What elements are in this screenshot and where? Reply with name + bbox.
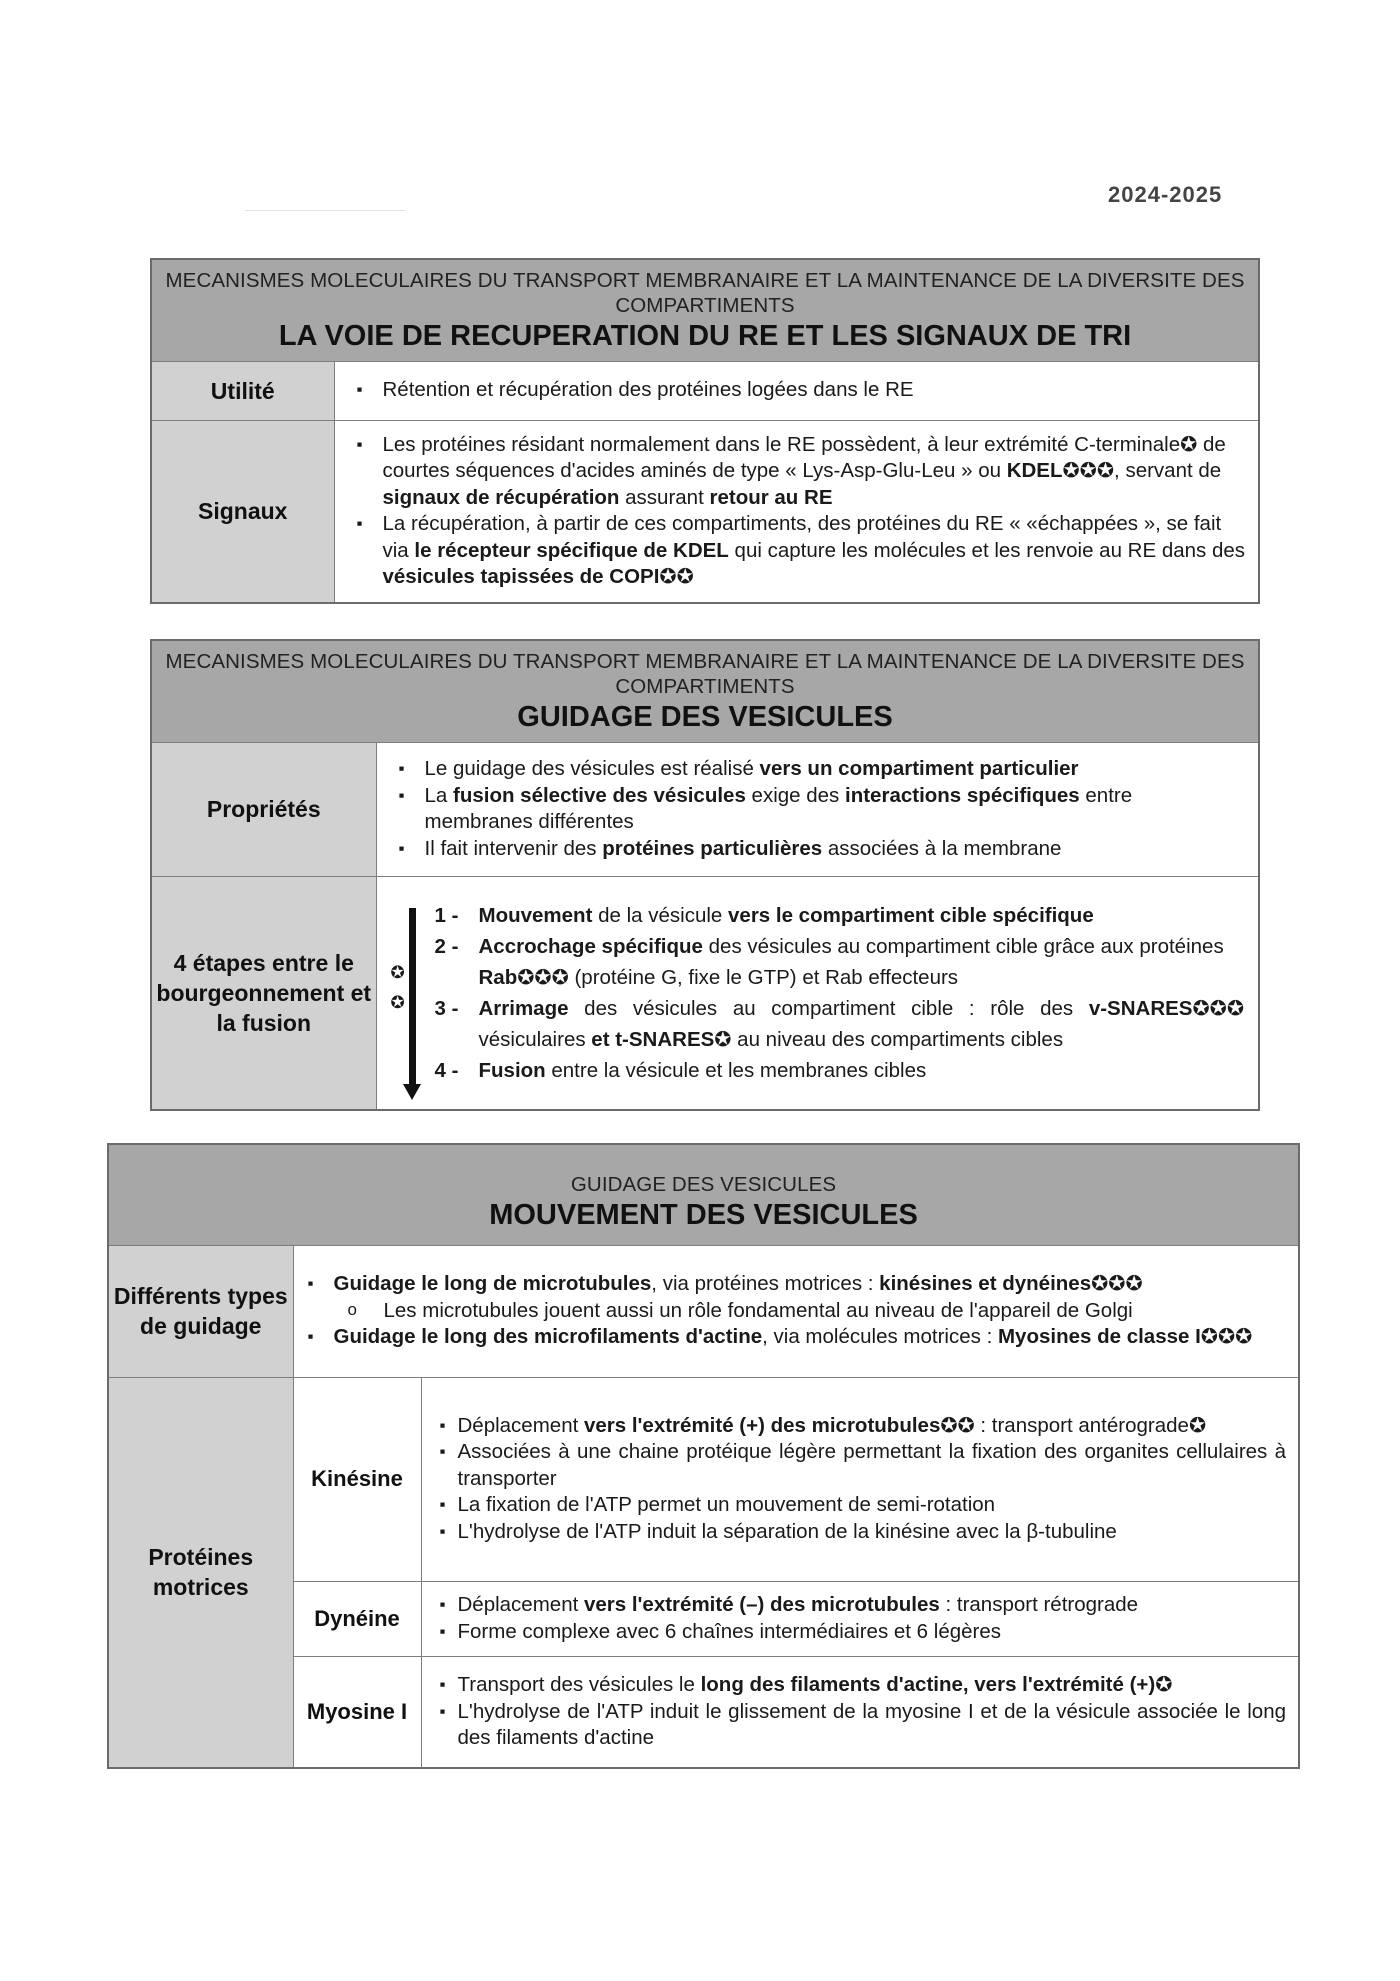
section-title: MOUVEMENT DES VESICULES [489, 1198, 918, 1231]
section-mouvement-vesicules [107, 1143, 1300, 1769]
step-item: 3 - Arrimage des vésicules au compartiment cible : rôle des v-SNARES✪✪✪ vésiculaires et t-SNARES✪ au niveau des compartiments cibles [434, 996, 1245, 1051]
bullet-item: ▪ Transport des vésicules le long des filaments d'actine, vers l'extrémité (+)✪ [436, 1672, 1287, 1699]
bullet-item: ▪ Le guidage des vésicules est réalisé vers un compartiment particulier [391, 756, 1247, 783]
section-guidage-vesicules [150, 639, 1260, 1111]
bullet-item: ▪ L'hydrolyse de l'ATP induit le glissement de la myosine I et de la vésicule associée le long des filaments d'actine [436, 1699, 1287, 1752]
row-content-etapes [376, 876, 1259, 1110]
motor-label-dyneine: Dynéine [293, 1581, 421, 1656]
section-title: GUIDAGE DES VESICULES [517, 700, 893, 733]
bullet-item: ▪ Il fait intervenir des protéines particulières associées à la membrane [391, 836, 1247, 863]
row-label-signaux: Signaux [151, 420, 334, 603]
bullet-item: ▪ La fixation de l'ATP permet un mouvement de semi-rotation [436, 1492, 1287, 1519]
bullet-item: ▪ L'hydrolyse de l'ATP induit la séparation de la kinésine avec la β-tubuline [436, 1519, 1287, 1546]
row-content-guidage [293, 1245, 1299, 1377]
down-arrow-icon [409, 908, 416, 1086]
row-content-proprietes [376, 742, 1259, 876]
section-header [151, 640, 1259, 742]
section-supertitle: MECANISMES MOLECULAIRES DU TRANSPORT MEMBRANAIRE ET LA MAINTENANCE DE LA DIVERSITE DES COMPARTIMENTS [165, 268, 1245, 317]
row-label-utilite: Utilité [151, 361, 334, 420]
section-supertitle: MECANISMES MOLECULAIRES DU TRANSPORT MEMBRANAIRE ET LA MAINTENANCE DE LA DIVERSITE DES COMPARTIMENTS [165, 649, 1245, 698]
page-header-rule [245, 210, 405, 215]
bullet-item: ▪ Les protéines résidant normalement dans le RE possèdent, à leur extrémité C-terminale✪ de courtes séquences d'acides aminés de type « Lys-Asp-Glu-Leu » ou KDEL✪✪✪, servant de signaux de récupération assurant retour au RE [349, 432, 1247, 512]
bullet-item: ▪ La fusion sélective des vésicules exige des interactions spécifiques entre membranes différentes [391, 783, 1247, 836]
row-content-signaux [334, 420, 1259, 603]
row-label-etapes: 4 étapes entre le bourgeonnement et la fusion [151, 876, 376, 1110]
arrow-head-icon [403, 1084, 421, 1100]
section-supertitle: GUIDAGE DES VESICULES [570, 1172, 837, 1196]
bullet-item: ▪ Forme complexe avec 6 chaînes intermédiaires et 6 légères [436, 1619, 1287, 1646]
sub-bullet-item: o Les microtubules jouent aussi un rôle fondamental au niveau de l'appareil de Golgi [300, 1298, 1287, 1325]
bullet-item: ▪ La récupération, à partir de ces compartiments, des protéines du RE « «échappées », se fait via le récepteur spécifique de KDEL qui capture les molécules et les renvoie au RE dans des vésicules tapissées de COPI✪✪ [349, 511, 1247, 591]
row-label-proteines: Protéines motrices [108, 1377, 293, 1768]
step-item: 2 - Accrochage spécifique des vésicules au compartiment cible grâce aux protéines Rab✪✪✪ (protéine G, fixe le GTP) et Rab effecteurs [434, 934, 1224, 989]
star-marker-icons: ✪ ✪ [390, 962, 405, 1012]
motor-label-kinesine: Kinésine [293, 1377, 421, 1581]
page-year-header: 2024-2025 [1108, 182, 1223, 207]
motor-label-myosine: Myosine I [293, 1656, 421, 1768]
bullet-item: ▪ Associées à une chaine protéique légère permettant la fixation des organites cellulaires à transporter [436, 1439, 1287, 1492]
row-content-utilite [334, 361, 1259, 420]
bullet-item: ▪ Déplacement vers l'extrémité (–) des microtubules : transport rétrograde [436, 1592, 1287, 1619]
bullet-item: ▪ Rétention et récupération des protéines logées dans le RE [349, 377, 1247, 404]
section-recuperation-re [150, 258, 1260, 604]
section-header [108, 1144, 1299, 1245]
motor-content-myosine [421, 1656, 1299, 1768]
bullet-item: ▪ Déplacement vers l'extrémité (+) des microtubules✪✪ : transport antérograde✪ [436, 1413, 1287, 1440]
bullet-item: ▪ Guidage le long de microtubules, via protéines motrices : kinésines et dynéines✪✪✪ [300, 1271, 1287, 1298]
row-label-proprietes: Propriétés [151, 742, 376, 876]
step-item: 4 - Fusion entre la vésicule et les membranes cibles [434, 1058, 927, 1082]
section-title: LA VOIE DE RECUPERATION DU RE ET LES SIGNAUX DE TRI [278, 319, 1132, 352]
section-header [151, 259, 1259, 361]
row-label-guidage: Différents types de guidage [108, 1245, 293, 1377]
bullet-item: ▪ Guidage le long des microfilaments d'actine, via molécules motrices : Myosines de classe I✪✪✪ [300, 1324, 1287, 1351]
step-item: 1 - Mouvement de la vésicule vers le compartiment cible spécifique [434, 903, 1094, 927]
motor-content-kinesine [421, 1377, 1299, 1581]
motor-content-dyneine [421, 1581, 1299, 1656]
